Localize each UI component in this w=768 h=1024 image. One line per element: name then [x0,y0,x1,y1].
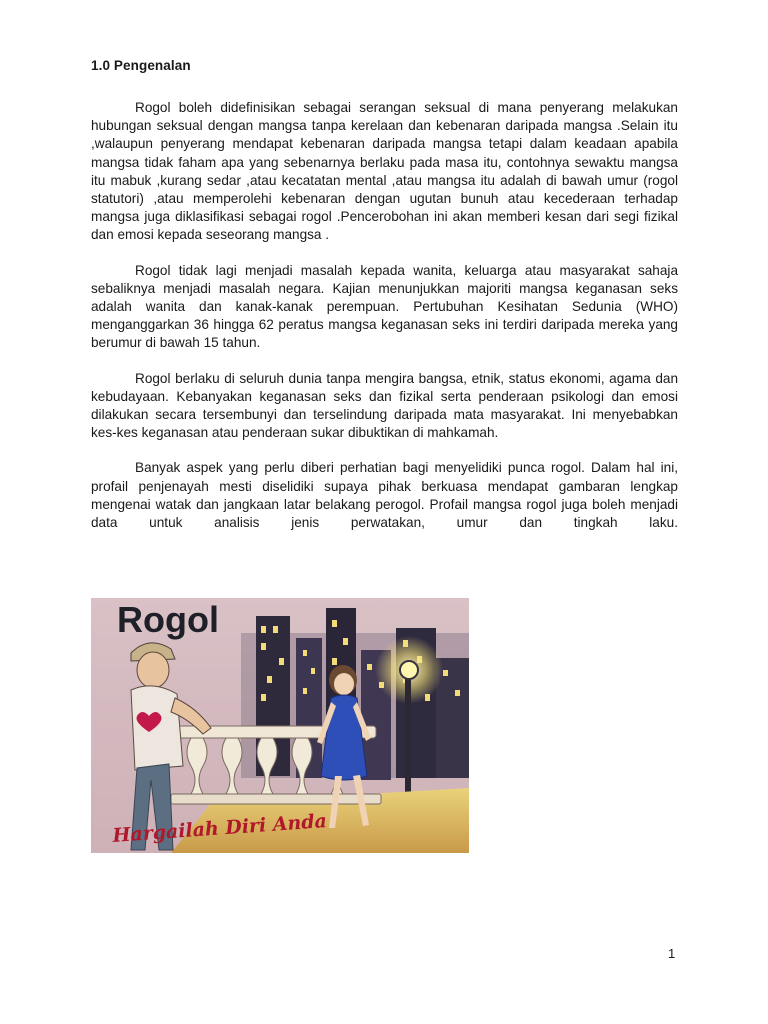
paragraph-3: Rogol berlaku di seluruh dunia tanpa mengira bangsa, etnik, status ekonomi, agama dan kebudayaan. Kebanyakan keganasan seks dan fizikal serta penderaan psikologi dan emosi dilakukan secara tersembunyi dan terselindung daripada mata masyarakat. Ini menyebabkan kes-kes keganasan atau penderaan sukar dibuktikan di mahkamah. [91,370,678,441]
section-heading: 1.0 Pengenalan [91,58,191,73]
body-text [91,99,678,549]
paragraph-2: Rogol tidak lagi menjadi masalah kepada wanita, keluarga atau masyarakat sahaja sebaliknya menjadi masalah negara. Kajian menunjukkan majoriti mangsa keganasan seks adalah wanita dan kanak-kanak perempuan. Pertubuhan Kesihatan Sedunia (WHO) menganggarkan 36 hingga 62 peratus mangsa keganasan seks ini terdiri daripada mereka yang berumur di bawah 15 tahun. [91,262,678,351]
paragraph-1: Rogol boleh didefinisikan sebagai serangan seksual di mana penyerang melakukan hubungan seksual dengan mangsa tanpa kerelaan dan kebenaran daripada mangsa .Selain itu ,walaupun penyerang mendapat kebenaran daripada mangsa tetapi dalam keadaan apabila mangsa tidak faham apa yang sebenarnya berlaku pada masa itu, contohnya sewaktu mangsa itu mabuk ,kurang sedar ,atau kecatatan mental ,atau mangsa itu adalah di bawah umur (rogol statutori) ,atau memperolehi kebenaran dengan ugutan bunuh atau kecederaan terhadap mangsa juga diklasifikasi sebagai rogol .Pencerobohan ini akan memberi kesan dari segi fizikal dan emosi kepada seseorang mangsa . [91,100,678,243]
paragraph-4: Banyak aspek yang perlu diberi perhatian bagi menyelidiki punca rogol. Dalam hal ini, profail penjenayah mesti diselidiki supaya pihak berkuasa mendapat gambaran lengkap mengenai watak dan jangkaan latar belakang perogol. Profail mangsa rogol juga boleh menjadi data untuk analisis jenis perwatakan, umur dan tingkah laku. [91,460,678,531]
illustration-title: Rogol [117,599,219,640]
illustration-caption: Hargailah Diri Anda [111,810,328,847]
page-number: 1 [668,946,676,961]
rogol-illustration [91,598,469,853]
